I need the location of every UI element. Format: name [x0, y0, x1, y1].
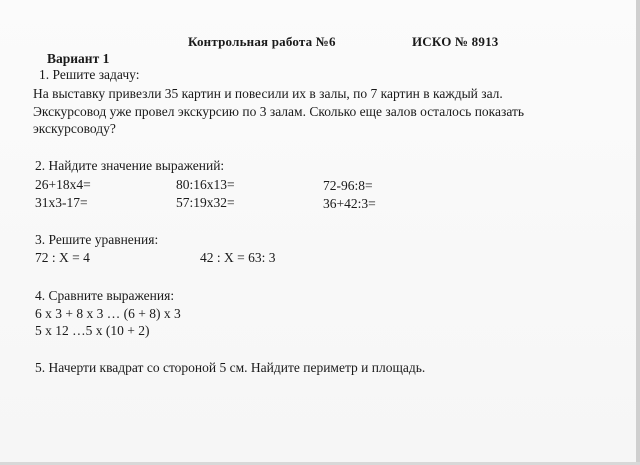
document-title: Контрольная работа №6	[188, 34, 336, 49]
task1-line: экскурсоводу?	[33, 121, 116, 136]
expression: 80:16x13=	[176, 177, 235, 192]
comparison: 5 x 12 …5 x (10 + 2)	[35, 323, 150, 338]
expression: 72-96:8=	[323, 178, 373, 193]
task1-heading: 1. Решите задачу:	[39, 67, 140, 82]
task2-heading: 2. Найдите значение выражений:	[35, 158, 225, 173]
task1-line: На выставку привезли 35 картин и повесили их в залы, по 7 картин в каждый зал.	[33, 86, 503, 101]
document-code: ИСКО № 8913	[412, 34, 499, 49]
expression: 26+18x4=	[35, 177, 91, 192]
expression: 36+42:3=	[323, 196, 376, 211]
expression: 31x3-17=	[35, 195, 88, 210]
task1-line: Экскурсовод уже провел экскурсию по 3 залам. Сколько еще залов осталось показать	[33, 104, 525, 119]
comparison: 6 x 3 + 8 x 3 … (6 + 8) x 3	[35, 306, 181, 321]
scan-edge-right	[636, 0, 640, 465]
equation: 72 : X = 4	[35, 250, 90, 265]
variant-label: Вариант 1	[47, 51, 110, 66]
task5-text: 5. Начерти квадрат со стороной 5 см. Найдите периметр и площадь.	[35, 360, 426, 375]
task3-heading: 3. Решите уравнения:	[35, 232, 159, 247]
expression: 57:19x32=	[176, 195, 235, 210]
equation: 42 : X = 63: 3	[200, 250, 276, 265]
task4-heading: 4. Сравните выражения:	[35, 288, 175, 303]
